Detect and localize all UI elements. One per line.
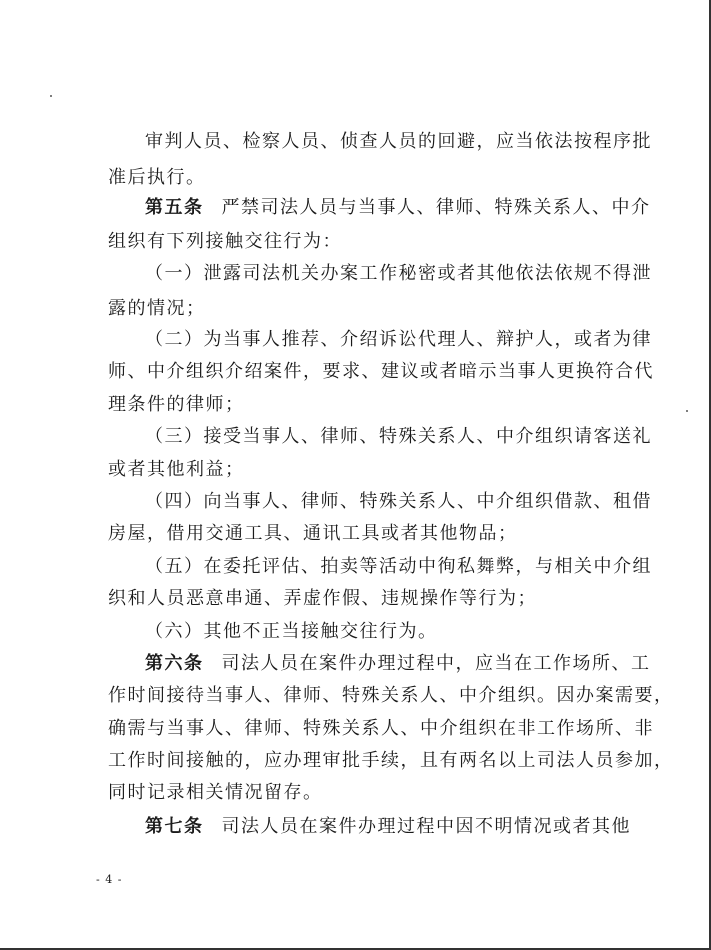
- text-line: （五）在委托评估、拍卖等活动中徇私舞弊，与相关中介组: [145, 556, 652, 577]
- page-number: - 4 -: [96, 873, 123, 886]
- text-line: （一）泄露司法机关办案工作秘密或者其他依法依规不得泄: [145, 263, 652, 284]
- text-line: （三）接受当事人、律师、特殊关系人、中介组织请客送礼: [145, 426, 652, 447]
- article-5-line: [145, 196, 651, 220]
- article-7-line: [145, 815, 631, 839]
- article-6-heading: 第六条: [145, 653, 204, 674]
- text-line: 审判人员、检察人员、侦查人员的回避，应当依法按程序批: [145, 131, 652, 152]
- text-line: 确需与当事人、律师、特殊关系人、中介组织在非工作场所、非: [108, 718, 654, 739]
- text-line: 工作时间接触的，应办理审批手续，且有两名以上司法人员参加，: [108, 750, 674, 771]
- text-line: 房屋，借用交通工具、通讯工具或者其他物品；: [108, 523, 518, 544]
- text-line: （六）其他不正当接触交往行为。: [145, 621, 438, 642]
- text-line: 严禁司法人员与当事人、律师、特殊关系人、中介: [221, 197, 651, 218]
- text-line: 同时记录相关情况留存。: [108, 782, 323, 803]
- text-line: 或者其他利益；: [108, 459, 245, 480]
- scan-speck: [50, 95, 52, 97]
- text-line: （四）向当事人、律师、特殊关系人、中介组织借款、租借: [145, 491, 652, 512]
- article-6-line: [145, 652, 651, 676]
- text-line: 司法人员在案件办理过程中因不明情况或者其他: [221, 816, 631, 837]
- article-5-heading: 第五条: [145, 197, 204, 218]
- text-line: 理条件的律师；: [108, 394, 245, 415]
- text-line: 师、中介组织介绍案件，要求、建议或者暗示当事人更换符合代: [108, 361, 654, 382]
- text-line: 作时间接待当事人、律师、特殊关系人、中介组织。因办案需要，: [108, 685, 674, 706]
- text-line: 组织有下列接触交往行为：: [108, 231, 342, 252]
- article-7-heading: 第七条: [145, 816, 204, 837]
- text-line: 司法人员在案件办理过程中，应当在工作场所、工: [221, 653, 651, 674]
- text-line: 露的情况；: [108, 298, 206, 319]
- text-line: （二）为当事人推荐、介绍诉讼代理人、辩护人，或者为律: [145, 329, 652, 350]
- scan-speck: [686, 410, 688, 412]
- text-line: 准后执行。: [108, 167, 206, 188]
- text-line: 织和人员恶意串通、弄虚作假、违规操作等行为；: [108, 588, 537, 609]
